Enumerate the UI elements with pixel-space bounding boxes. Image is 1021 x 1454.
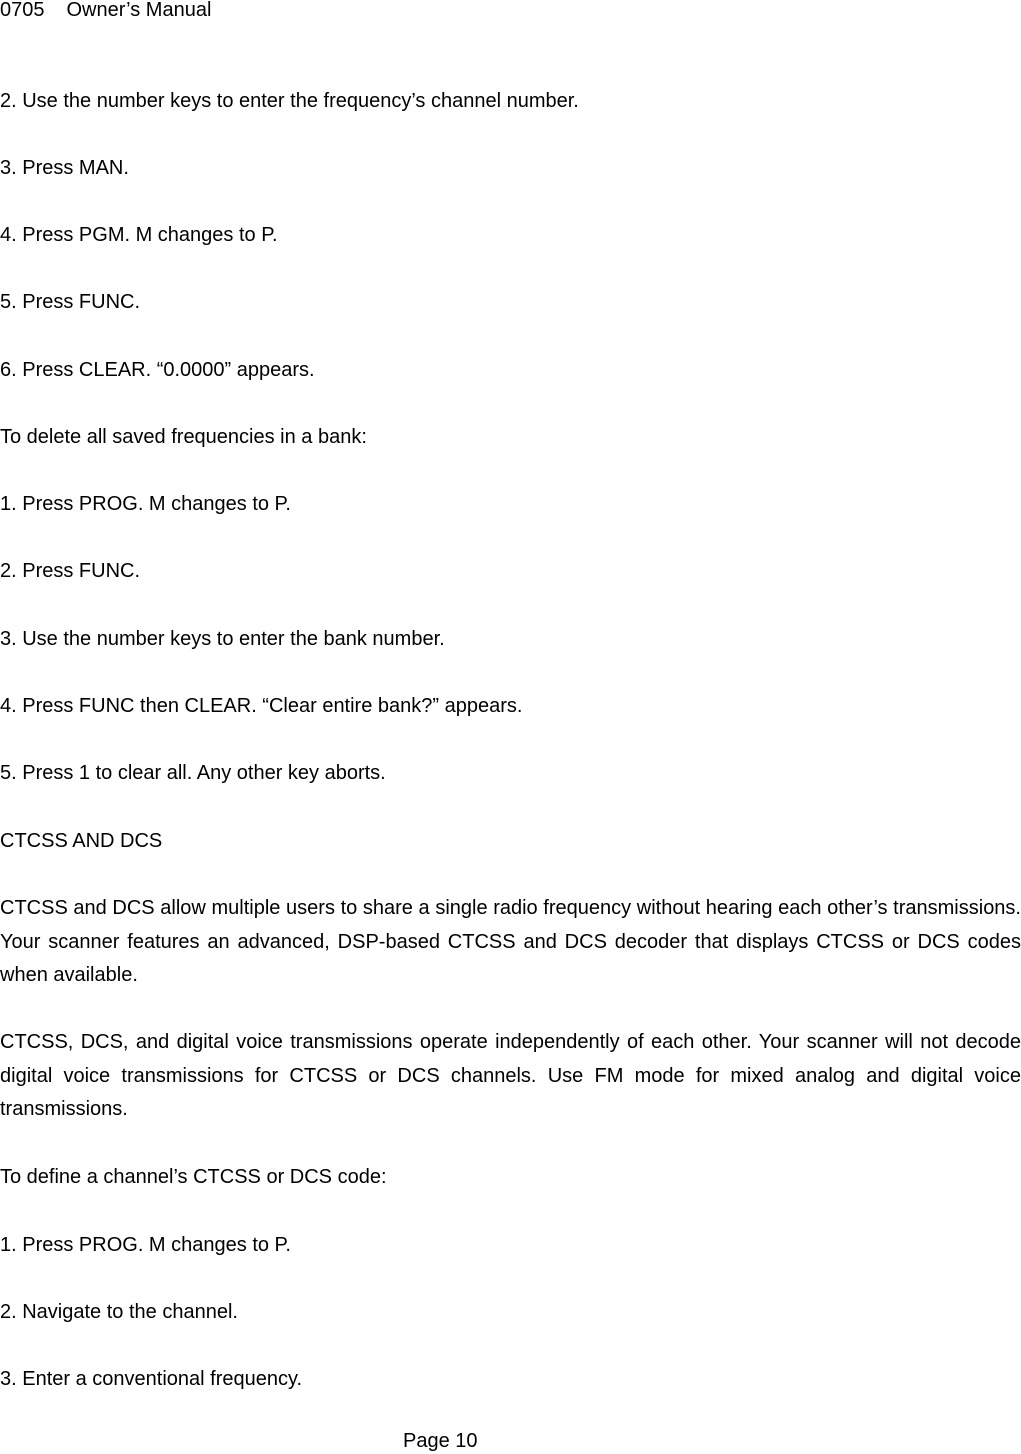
step-press-clear: 6. Press CLEAR. “0.0000” appears. <box>0 359 315 381</box>
code-step-3: 3. Enter a conventional frequency. <box>0 1368 303 1390</box>
paragraph-ctcss-intro: CTCSS and DCS allow multiple users to share a single radio frequency without hearing each other’s transmissions. Your scanner features an advanced, DSP-based CTCSS and DCS decoder that displays CTCSS or DCS codes when available. <box>0 897 1021 986</box>
page-header <box>0 0 211 22</box>
code-step-1: 1. Press PROG. M changes to P. <box>0 1234 291 1256</box>
define-code-intro: To define a channel’s CTCSS or DCS code: <box>0 1166 387 1188</box>
page-number: Page 10 <box>403 1430 478 1452</box>
step-press-pgm: 4. Press PGM. M changes to P. <box>0 224 278 246</box>
section-heading: CTCSS AND DCS <box>0 830 163 852</box>
bank-step-5: 5. Press 1 to clear all. Any other key aborts. <box>0 762 386 784</box>
step-enter-channel: 2. Use the number keys to enter the frequency’s channel number. <box>0 90 579 112</box>
delete-bank-intro: To delete all saved frequencies in a bank: <box>0 426 367 448</box>
step-press-man: 3. Press MAN. <box>0 157 129 179</box>
paragraph-ctcss-independence: CTCSS, DCS, and digital voice transmissions operate independently of each other. Your scanner will not decode digital voice transmissions for CTCSS or DCS channels. Use FM mode for mixed analog and digital voice transmissions. <box>0 1031 1021 1120</box>
step-press-func: 5. Press FUNC. <box>0 291 141 313</box>
bank-step-2: 2. Press FUNC. <box>0 560 141 582</box>
bank-step-1: 1. Press PROG. M changes to P. <box>0 493 291 515</box>
code-step-2: 2. Navigate to the channel. <box>0 1301 238 1323</box>
bank-step-4: 4. Press FUNC then CLEAR. “Clear entire bank?” appears. <box>0 695 523 717</box>
header-title: Owner’s Manual <box>66 0 212 21</box>
bank-step-3: 3. Use the number keys to enter the bank number. <box>0 628 445 650</box>
header-code: 0705 <box>0 0 45 21</box>
